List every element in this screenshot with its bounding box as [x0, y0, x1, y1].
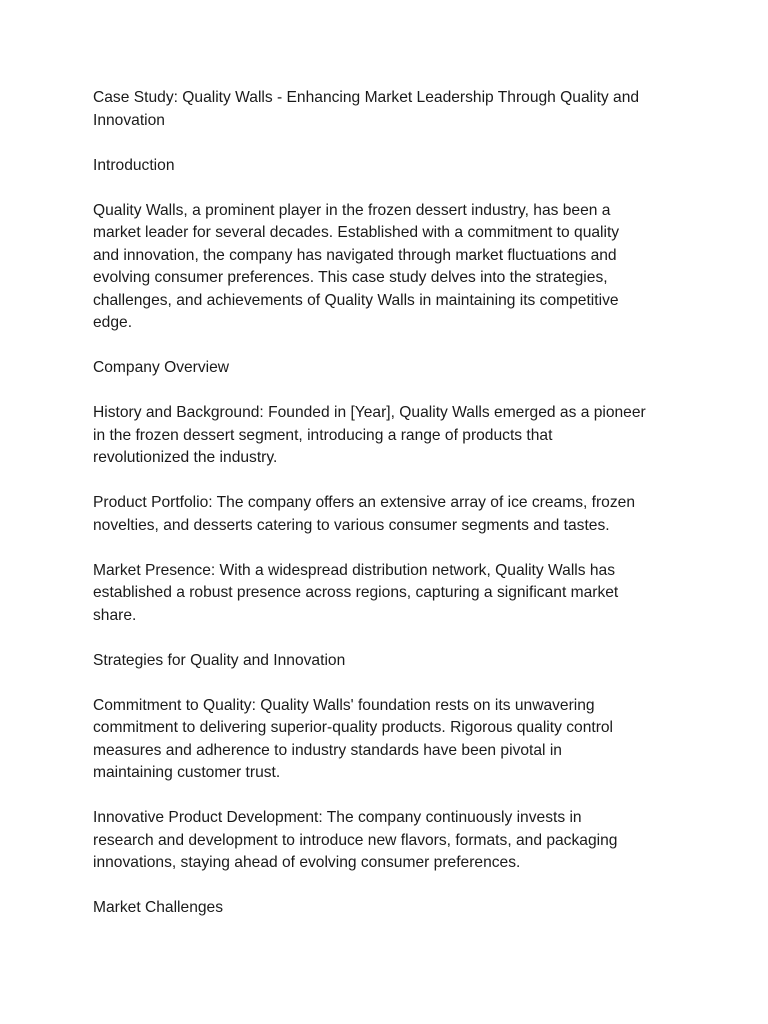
section-heading-introduction: Introduction [93, 156, 175, 174]
document-body [93, 87, 683, 942]
paragraph-introduction: Quality Walls, a prominent player in the frozen dessert industry, has been a market leader for several decades. Established with a commitment to quality and innovation, the company has navigated through market fluctuations and evolving consumer preferences. This case study delves into the strategies, challenges, and achievements of Quality Walls in maintaining its competitive edge. [93, 201, 620, 331]
document-title: Case Study: Quality Walls - Enhancing Market Leadership Through Quality and Innovation [93, 89, 640, 129]
paragraph-history-background: History and Background: Founded in [Year], Quality Walls emerged as a pioneer in the frozen dessert segment, introducing a range of products that revolutionized the industry. [93, 404, 646, 466]
paragraph-innovative-product-development: Innovative Product Development: The company continuously invests in research and development to introduce new flavors, formats, and packaging innovations, staying ahead of evolving consumer preferences. [93, 809, 618, 871]
section-heading-company-overview: Company Overview [93, 359, 230, 376]
paragraph-commitment-to-quality: Commitment to Quality: Quality Walls' foundation rests on its unwavering commitment to delivering superior-quality products. Rigorous quality control measures and adherence to industry standards have been pivotal in maintaining customer trust. [93, 696, 614, 781]
section-heading-strategies: Strategies for Quality and Innovation [93, 651, 346, 669]
paragraph-market-presence: Market Presence: With a widespread distribution network, Quality Walls has established a robust presence across regions, capturing a significant market share. [93, 561, 619, 624]
paragraph-product-portfolio: Product Portfolio: The company offers an extensive array of ice creams, frozen novelties, and desserts catering to various consumer segments and tastes. [93, 494, 635, 534]
section-heading-market-challenges: Market Challenges [93, 899, 224, 916]
